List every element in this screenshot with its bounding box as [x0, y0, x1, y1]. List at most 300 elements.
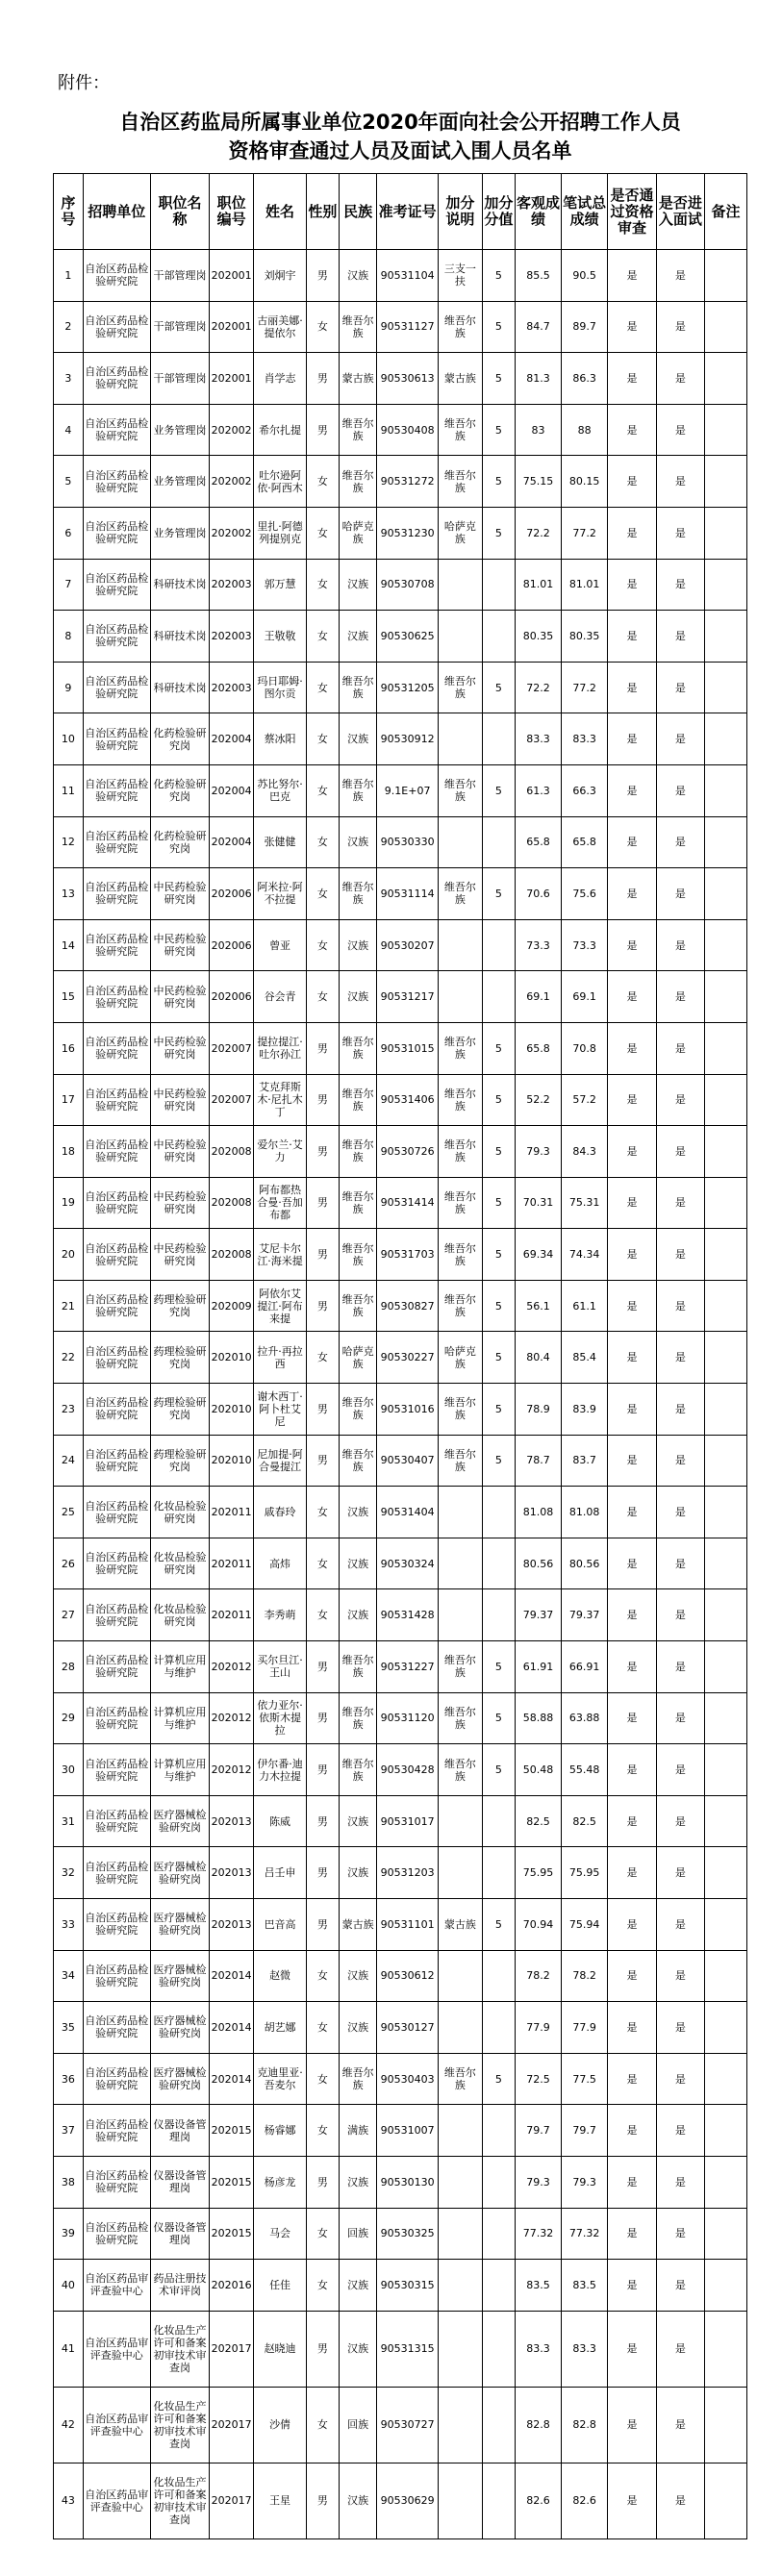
written-total-score: 89.7 — [562, 301, 608, 353]
candidate-name: 李秀萌 — [254, 1589, 307, 1641]
position-code: 202011 — [210, 1538, 254, 1589]
header-cell: 加分说明 — [438, 174, 482, 250]
qualification-passed: 是 — [608, 919, 656, 971]
ethnicity: 汉族 — [339, 2002, 376, 2054]
written-total-score: 75.94 — [562, 1899, 608, 1951]
interview-entered: 是 — [656, 2002, 704, 2054]
position-code: 202015 — [210, 2208, 254, 2260]
ethnicity: 汉族 — [339, 611, 376, 663]
candidate-name: 蔡冰阳 — [254, 713, 307, 765]
objective-score: 80.35 — [515, 611, 561, 663]
row-number: 30 — [54, 1744, 84, 1796]
remarks — [705, 301, 747, 353]
objective-score: 79.7 — [515, 2105, 561, 2157]
table-row — [54, 1280, 747, 1332]
remarks — [705, 2208, 747, 2260]
gender: 女 — [306, 662, 339, 713]
ethnicity: 汉族 — [339, 2156, 376, 2208]
table-row — [54, 1795, 747, 1847]
position-code: 202017 — [210, 2311, 254, 2387]
objective-score: 75.15 — [515, 456, 561, 508]
recruiting-unit: 自治区药品审评查验中心 — [83, 2311, 150, 2387]
qualification-passed: 是 — [608, 2156, 656, 2208]
gender: 女 — [306, 559, 339, 611]
row-number: 21 — [54, 1280, 84, 1332]
qualification-passed: 是 — [608, 1435, 656, 1487]
qualification-passed: 是 — [608, 456, 656, 508]
ethnicity: 维吾尔族 — [339, 662, 376, 713]
objective-score: 81.01 — [515, 559, 561, 611]
position-name: 业务管理岗 — [150, 507, 209, 559]
position-code: 202001 — [210, 250, 254, 302]
interview-entered: 是 — [656, 1126, 704, 1178]
written-total-score: 80.35 — [562, 611, 608, 663]
ethnicity: 蒙古族 — [339, 353, 376, 405]
table-row — [54, 1177, 747, 1229]
table-row — [54, 2463, 747, 2538]
objective-score: 65.8 — [515, 1022, 561, 1074]
bonus-note: 维吾尔族 — [438, 1280, 482, 1332]
written-total-score: 85.4 — [562, 1332, 608, 1384]
table-row — [54, 2105, 747, 2157]
position-code: 202013 — [210, 1847, 254, 1899]
qualification-passed: 是 — [608, 559, 656, 611]
gender: 男 — [306, 1280, 339, 1332]
interview-entered: 是 — [656, 919, 704, 971]
remarks — [705, 662, 747, 713]
ethnicity: 维吾尔族 — [339, 456, 376, 508]
bonus-note: 维吾尔族 — [438, 301, 482, 353]
bonus-points — [482, 2311, 515, 2387]
interview-entered: 是 — [656, 1384, 704, 1436]
interview-entered: 是 — [656, 1487, 704, 1538]
document-title-line1: 自治区药监局所属事业单位2020年面向社会公开招聘工作人员 — [119, 111, 681, 134]
row-number: 32 — [54, 1847, 84, 1899]
gender: 女 — [306, 1950, 339, 2002]
written-total-score: 70.8 — [562, 1022, 608, 1074]
remarks — [705, 456, 747, 508]
header-cell: 笔试总成绩 — [562, 174, 608, 250]
position-name: 药理检验研究岗 — [150, 1280, 209, 1332]
interview-entered: 是 — [656, 250, 704, 302]
bonus-note — [438, 611, 482, 663]
objective-score: 85.5 — [515, 250, 561, 302]
position-name: 医疗器械检验研究岗 — [150, 1847, 209, 1899]
exam-ticket-number: 90530207 — [377, 919, 439, 971]
position-name: 干部管理岗 — [150, 250, 209, 302]
interview-entered: 是 — [656, 2260, 704, 2312]
objective-score: 80.4 — [515, 1332, 561, 1384]
bonus-points: 5 — [482, 1332, 515, 1384]
bonus-points: 5 — [482, 301, 515, 353]
table-row — [54, 1332, 747, 1384]
interview-entered: 是 — [656, 713, 704, 765]
recruiting-unit: 自治区药品检验研究院 — [83, 404, 150, 456]
written-total-score: 82.5 — [562, 1795, 608, 1847]
objective-score: 82.8 — [515, 2387, 561, 2463]
table-row — [54, 764, 747, 816]
written-total-score: 73.3 — [562, 919, 608, 971]
ethnicity: 汉族 — [339, 2463, 376, 2538]
qualification-passed: 是 — [608, 1177, 656, 1229]
candidate-name: 任佳 — [254, 2260, 307, 2312]
position-code: 202014 — [210, 2053, 254, 2105]
recruiting-unit: 自治区药品检验研究院 — [83, 1795, 150, 1847]
bonus-note: 哈萨克族 — [438, 507, 482, 559]
ethnicity: 蒙古族 — [339, 1899, 376, 1951]
interview-entered: 是 — [656, 2208, 704, 2260]
written-total-score: 79.37 — [562, 1589, 608, 1641]
bonus-note: 蒙古族 — [438, 1899, 482, 1951]
interview-entered: 是 — [656, 1022, 704, 1074]
exam-ticket-number: 90531205 — [377, 662, 439, 713]
remarks — [705, 1435, 747, 1487]
gender: 女 — [306, 1332, 339, 1384]
gender: 女 — [306, 2053, 339, 2105]
bonus-points: 5 — [482, 1744, 515, 1796]
bonus-note — [438, 971, 482, 1023]
ethnicity: 汉族 — [339, 2311, 376, 2387]
exam-ticket-number: 90531007 — [377, 2105, 439, 2157]
written-total-score: 83.9 — [562, 1384, 608, 1436]
exam-ticket-number: 90530827 — [377, 1280, 439, 1332]
qualification-passed: 是 — [608, 353, 656, 405]
position-name: 中民药检验研究岗 — [150, 1126, 209, 1178]
recruiting-unit: 自治区药品检验研究院 — [83, 1229, 150, 1281]
qualification-passed: 是 — [608, 2208, 656, 2260]
objective-score: 83.5 — [515, 2260, 561, 2312]
position-code: 202006 — [210, 971, 254, 1023]
objective-score: 77.9 — [515, 2002, 561, 2054]
position-name: 医疗器械检验研究岗 — [150, 1950, 209, 2002]
table-row — [54, 611, 747, 663]
bonus-points: 5 — [482, 250, 515, 302]
objective-score: 75.95 — [515, 1847, 561, 1899]
table-row — [54, 507, 747, 559]
gender: 男 — [306, 1795, 339, 1847]
remarks — [705, 2311, 747, 2387]
position-name: 科研技术岗 — [150, 611, 209, 663]
remarks — [705, 1074, 747, 1126]
table-row — [54, 1692, 747, 1744]
remarks — [705, 2387, 747, 2463]
header-cell: 序号 — [54, 174, 84, 250]
bonus-points: 5 — [482, 1899, 515, 1951]
qualification-passed: 是 — [608, 2002, 656, 2054]
row-number: 27 — [54, 1589, 84, 1641]
candidate-name: 吐尔逊阿依·阿西木 — [254, 456, 307, 508]
bonus-points: 5 — [482, 1384, 515, 1436]
remarks — [705, 507, 747, 559]
recruiting-unit: 自治区药品检验研究院 — [83, 1641, 150, 1693]
bonus-points — [482, 2387, 515, 2463]
exam-ticket-number: 90531015 — [377, 1022, 439, 1074]
exam-ticket-number: 90531101 — [377, 1899, 439, 1951]
bonus-note — [438, 2105, 482, 2157]
bonus-points: 5 — [482, 1022, 515, 1074]
bonus-points: 5 — [482, 662, 515, 713]
interview-entered: 是 — [656, 1177, 704, 1229]
interview-entered: 是 — [656, 456, 704, 508]
table-row — [54, 1589, 747, 1641]
table-row — [54, 2156, 747, 2208]
objective-score: 82.6 — [515, 2463, 561, 2538]
objective-score: 83.3 — [515, 713, 561, 765]
ethnicity: 哈萨克族 — [339, 1332, 376, 1384]
recruiting-unit: 自治区药品检验研究院 — [83, 1384, 150, 1436]
exam-ticket-number: 90530625 — [377, 611, 439, 663]
objective-score: 61.91 — [515, 1641, 561, 1693]
bonus-note — [438, 2156, 482, 2208]
row-number: 11 — [54, 764, 84, 816]
written-total-score: 88 — [562, 404, 608, 456]
bonus-note: 三支一扶 — [438, 250, 482, 302]
ethnicity: 维吾尔族 — [339, 1384, 376, 1436]
bonus-note: 维吾尔族 — [438, 404, 482, 456]
exam-ticket-number: 90531120 — [377, 1692, 439, 1744]
position-name: 科研技术岗 — [150, 559, 209, 611]
bonus-points — [482, 2463, 515, 2538]
bonus-points — [482, 1487, 515, 1538]
position-code: 202003 — [210, 662, 254, 713]
bonus-note: 维吾尔族 — [438, 456, 482, 508]
remarks — [705, 1022, 747, 1074]
objective-score: 79.37 — [515, 1589, 561, 1641]
interview-entered: 是 — [656, 2463, 704, 2538]
exam-ticket-number: 90531203 — [377, 1847, 439, 1899]
gender: 男 — [306, 1074, 339, 1126]
gender: 男 — [306, 1435, 339, 1487]
bonus-points — [482, 1538, 515, 1589]
objective-score: 69.34 — [515, 1229, 561, 1281]
qualification-passed: 是 — [608, 1744, 656, 1796]
bonus-points — [482, 1950, 515, 2002]
position-name: 化药检验研究岗 — [150, 764, 209, 816]
remarks — [705, 1589, 747, 1641]
position-code: 202012 — [210, 1641, 254, 1693]
exam-ticket-number: 90531230 — [377, 507, 439, 559]
row-number: 12 — [54, 816, 84, 868]
interview-entered: 是 — [656, 1692, 704, 1744]
position-code: 202002 — [210, 404, 254, 456]
objective-score: 84.7 — [515, 301, 561, 353]
interview-entered: 是 — [656, 2387, 704, 2463]
exam-ticket-number: 90531703 — [377, 1229, 439, 1281]
exam-ticket-number: 90531104 — [377, 250, 439, 302]
qualification-passed: 是 — [608, 816, 656, 868]
table-row — [54, 1538, 747, 1589]
exam-ticket-number: 90530130 — [377, 2156, 439, 2208]
bonus-points: 5 — [482, 1692, 515, 1744]
row-number: 37 — [54, 2105, 84, 2157]
exam-ticket-number: 90531217 — [377, 971, 439, 1023]
position-code: 202006 — [210, 919, 254, 971]
remarks — [705, 1280, 747, 1332]
remarks — [705, 1641, 747, 1693]
ethnicity: 维吾尔族 — [339, 1229, 376, 1281]
table-row — [54, 2053, 747, 2105]
candidate-name: 伊尔番·迪力木拉提 — [254, 1744, 307, 1796]
qualification-passed: 是 — [608, 1950, 656, 2002]
candidate-name: 尼加提·阿合曼提江 — [254, 1435, 307, 1487]
interview-entered: 是 — [656, 868, 704, 920]
qualification-passed: 是 — [608, 1384, 656, 1436]
candidate-name: 郭万慧 — [254, 559, 307, 611]
bonus-points — [482, 2002, 515, 2054]
recruiting-unit: 自治区药品审评查验中心 — [83, 2387, 150, 2463]
document-title-line2: 资格审查通过人员及面试入围人员名单 — [228, 139, 572, 163]
position-name: 医疗器械检验研究岗 — [150, 2053, 209, 2105]
attachment-label: 附件： — [58, 73, 110, 93]
qualification-passed: 是 — [608, 1538, 656, 1589]
position-name: 业务管理岗 — [150, 404, 209, 456]
table-row — [54, 816, 747, 868]
position-name: 中民药检验研究岗 — [150, 1229, 209, 1281]
gender: 女 — [306, 2002, 339, 2054]
table-row — [54, 713, 747, 765]
recruiting-unit: 自治区药品检验研究院 — [83, 2105, 150, 2157]
position-code: 202007 — [210, 1074, 254, 1126]
objective-score: 78.2 — [515, 1950, 561, 2002]
candidate-table — [53, 173, 747, 2539]
header-cell: 职位名称 — [150, 174, 209, 250]
objective-score: 83.3 — [515, 2311, 561, 2387]
objective-score: 79.3 — [515, 2156, 561, 2208]
bonus-note: 维吾尔族 — [438, 764, 482, 816]
ethnicity: 汉族 — [339, 1589, 376, 1641]
qualification-passed: 是 — [608, 1074, 656, 1126]
exam-ticket-number: 90531017 — [377, 1795, 439, 1847]
bonus-points: 5 — [482, 1641, 515, 1693]
row-number: 39 — [54, 2208, 84, 2260]
gender: 男 — [306, 1692, 339, 1744]
position-code: 202014 — [210, 2002, 254, 2054]
table-row — [54, 1744, 747, 1796]
position-name: 化妆品生产许可和备案初审技术审查岗 — [150, 2463, 209, 2538]
table-row — [54, 1487, 747, 1538]
table-row — [54, 971, 747, 1023]
exam-ticket-number: 90530407 — [377, 1435, 439, 1487]
candidate-name: 依力亚尔·依斯木提拉 — [254, 1692, 307, 1744]
exam-ticket-number: 90530629 — [377, 2463, 439, 2538]
bonus-note — [438, 1847, 482, 1899]
written-total-score: 77.2 — [562, 507, 608, 559]
candidate-name: 赵晓迪 — [254, 2311, 307, 2387]
row-number: 31 — [54, 1795, 84, 1847]
position-code: 202013 — [210, 1899, 254, 1951]
position-name: 仪器设备管理岗 — [150, 2156, 209, 2208]
exam-ticket-number: 90530408 — [377, 404, 439, 456]
exam-ticket-number: 90530727 — [377, 2387, 439, 2463]
position-name: 药理检验研究岗 — [150, 1435, 209, 1487]
written-total-score: 79.7 — [562, 2105, 608, 2157]
ethnicity: 维吾尔族 — [339, 1074, 376, 1126]
remarks — [705, 1332, 747, 1384]
table-row — [54, 1950, 747, 2002]
interview-entered: 是 — [656, 611, 704, 663]
recruiting-unit: 自治区药品检验研究院 — [83, 1744, 150, 1796]
interview-entered: 是 — [656, 1074, 704, 1126]
row-number: 26 — [54, 1538, 84, 1589]
remarks — [705, 1795, 747, 1847]
position-code: 202006 — [210, 868, 254, 920]
written-total-score: 83.3 — [562, 2311, 608, 2387]
bonus-note: 维吾尔族 — [438, 1692, 482, 1744]
ethnicity: 维吾尔族 — [339, 1177, 376, 1229]
recruiting-unit: 自治区药品检验研究院 — [83, 816, 150, 868]
recruiting-unit: 自治区药品检验研究院 — [83, 1692, 150, 1744]
table-row — [54, 1074, 747, 1126]
position-name: 科研技术岗 — [150, 662, 209, 713]
recruiting-unit: 自治区药品检验研究院 — [83, 250, 150, 302]
ethnicity: 汉族 — [339, 1487, 376, 1538]
written-total-score: 90.5 — [562, 250, 608, 302]
ethnicity: 维吾尔族 — [339, 1126, 376, 1178]
objective-score: 78.7 — [515, 1435, 561, 1487]
candidate-name: 爱尔兰·艾力 — [254, 1126, 307, 1178]
remarks — [705, 2002, 747, 2054]
ethnicity: 维吾尔族 — [339, 1280, 376, 1332]
objective-score: 61.3 — [515, 764, 561, 816]
qualification-passed: 是 — [608, 1899, 656, 1951]
bonus-note: 维吾尔族 — [438, 868, 482, 920]
recruiting-unit: 自治区药品审评查验中心 — [83, 2260, 150, 2312]
interview-entered: 是 — [656, 404, 704, 456]
objective-score: 58.88 — [515, 1692, 561, 1744]
interview-entered: 是 — [656, 1641, 704, 1693]
objective-score: 70.31 — [515, 1177, 561, 1229]
recruiting-unit: 自治区药品检验研究院 — [83, 353, 150, 405]
table-row — [54, 559, 747, 611]
gender: 女 — [306, 816, 339, 868]
remarks — [705, 1487, 747, 1538]
bonus-points — [482, 919, 515, 971]
row-number: 6 — [54, 507, 84, 559]
position-name: 中民药检验研究岗 — [150, 919, 209, 971]
remarks — [705, 1538, 747, 1589]
objective-score: 77.32 — [515, 2208, 561, 2260]
position-code: 202014 — [210, 1950, 254, 2002]
written-total-score: 77.5 — [562, 2053, 608, 2105]
gender: 女 — [306, 301, 339, 353]
written-total-score: 79.3 — [562, 2156, 608, 2208]
row-number: 1 — [54, 250, 84, 302]
table-row — [54, 456, 747, 508]
recruiting-unit: 自治区药品检验研究院 — [83, 301, 150, 353]
position-name: 中民药检验研究岗 — [150, 1022, 209, 1074]
header-cell: 备注 — [705, 174, 747, 250]
remarks — [705, 2463, 747, 2538]
row-number: 40 — [54, 2260, 84, 2312]
bonus-points — [482, 2156, 515, 2208]
position-name: 仪器设备管理岗 — [150, 2208, 209, 2260]
position-name: 干部管理岗 — [150, 301, 209, 353]
position-code: 202008 — [210, 1177, 254, 1229]
candidate-name: 赵微 — [254, 1950, 307, 2002]
bonus-note — [438, 816, 482, 868]
gender: 男 — [306, 1744, 339, 1796]
bonus-note — [438, 2002, 482, 2054]
table-row — [54, 1899, 747, 1951]
objective-score: 50.48 — [515, 1744, 561, 1796]
ethnicity: 维吾尔族 — [339, 764, 376, 816]
candidate-name: 谢木西丁·阿卜杜艾尼 — [254, 1384, 307, 1436]
candidate-name: 阿米拉·阿不拉提 — [254, 868, 307, 920]
qualification-passed: 是 — [608, 971, 656, 1023]
position-code: 202012 — [210, 1692, 254, 1744]
header-cell: 是否进入面试 — [656, 174, 704, 250]
table-row — [54, 301, 747, 353]
